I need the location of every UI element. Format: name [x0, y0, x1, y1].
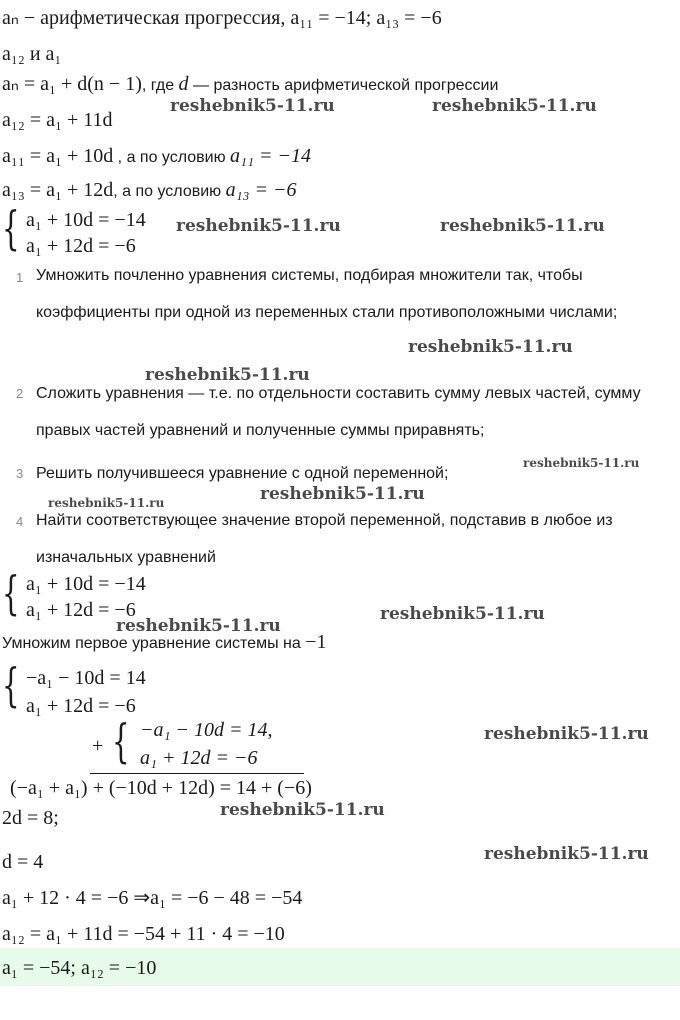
multiply-text: Умножим первое уравнение системы на: [2, 635, 306, 652]
a13-cond: a₁₃ = −6: [225, 179, 297, 201]
find-line: a₁₂ и a₁: [2, 43, 62, 65]
result-a1: a₁ + 12 · 4 = −6 ⇒a₁ = −6 − 48 = −54: [2, 887, 303, 909]
watermark: reshebnik5-11.ru: [170, 96, 335, 116]
sum-line: (−a₁ + a₁) + (−10d + 12d) = 14 + (−6): [10, 777, 312, 799]
result-2d: 2d = 8;: [2, 807, 59, 829]
system4-row2: a₁ + 12d = −6: [140, 747, 258, 769]
answer-line: a₁ = −54; a₁₂ = −10: [2, 957, 157, 979]
a13-line: [2, 178, 297, 204]
a11-line: [2, 144, 311, 170]
watermark: reshebnik5-11.ru: [48, 496, 165, 510]
step-text: Умножить почленно уравнения системы, подбирая множители так, чтобы коэффициенты при одной из переменных стали противоположными числами;: [36, 267, 618, 321]
a11-text: , а по условию: [113, 149, 231, 166]
system2-row1: a₁ + 10d = −14: [26, 573, 146, 595]
step-text: Сложить уравнения — т.е. по отдельности составить сумму левых частей, сумму правых частей уравнений и полученные суммы приравнять;: [36, 385, 641, 439]
system-brace: {: [112, 714, 130, 768]
formula-rest: — разность арифметической прогрессии: [188, 77, 499, 94]
watermark: reshebnik5-11.ru: [176, 216, 341, 236]
formula-text: , где: [141, 77, 179, 94]
a13-math: a₁₃ = a₁ + 12d: [2, 179, 114, 201]
system-brace: {: [2, 201, 20, 255]
watermark: reshebnik5-11.ru: [380, 604, 545, 624]
watermark: reshebnik5-11.ru: [116, 616, 281, 636]
a13-text: , а по условию: [113, 183, 226, 200]
sum-rule: [90, 773, 304, 774]
formula-math: aₙ = a₁ + d(n − 1): [2, 73, 142, 95]
formula-d: d: [178, 73, 189, 95]
watermark: reshebnik5-11.ru: [484, 844, 649, 864]
system-brace: {: [2, 658, 20, 712]
watermark: reshebnik5-11.ru: [260, 484, 425, 504]
a12-formula: a₁₂ = a₁ + 11d: [2, 109, 113, 131]
watermark: reshebnik5-11.ru: [440, 216, 605, 236]
system4-row1: −a₁ − 10d = 14,: [140, 719, 273, 741]
system1-row1: a₁ + 10d = −14: [26, 209, 146, 231]
multiply-value: −1: [305, 631, 327, 653]
result-a12: a₁₂ = a₁ + 11d = −54 + 11 · 4 = −10: [2, 923, 285, 945]
formula-line: [2, 72, 498, 98]
system2-row2: a₁ + 12d = −6: [26, 599, 136, 621]
step-text: Найти соответствующее значение второй переменной, подставив в любое из изначальных уравнений: [36, 512, 613, 566]
watermark: reshebnik5-11.ru: [523, 456, 640, 470]
watermark: reshebnik5-11.ru: [145, 365, 310, 385]
system3-row1: −a₁ − 10d = 14: [26, 667, 146, 689]
given-line: aₙ − арифметическая прогрессия, a₁₁ = −14; a₁₃ = −6: [2, 7, 442, 29]
a11-cond: a₁₁ = −14: [230, 145, 311, 167]
step-number: 1: [16, 270, 24, 285]
a11-math: a₁₁ = a₁ + 10d: [2, 145, 114, 167]
watermark: reshebnik5-11.ru: [432, 96, 597, 116]
watermark: reshebnik5-11.ru: [484, 724, 649, 744]
system-brace: {: [2, 566, 20, 620]
system3-row2: a₁ + 12d = −6: [26, 695, 136, 717]
step-number: 4: [16, 514, 24, 529]
step-text: Решить получившееся уравнение с одной переменной;: [36, 465, 449, 482]
step-number: 2: [16, 386, 24, 401]
plus-sign: +: [92, 735, 104, 757]
system1-row2: a₁ + 12d = −6: [26, 235, 136, 257]
result-d: d = 4: [2, 851, 44, 873]
watermark: reshebnik5-11.ru: [220, 800, 385, 820]
watermark: reshebnik5-11.ru: [408, 337, 573, 357]
step-number: 3: [16, 466, 24, 481]
